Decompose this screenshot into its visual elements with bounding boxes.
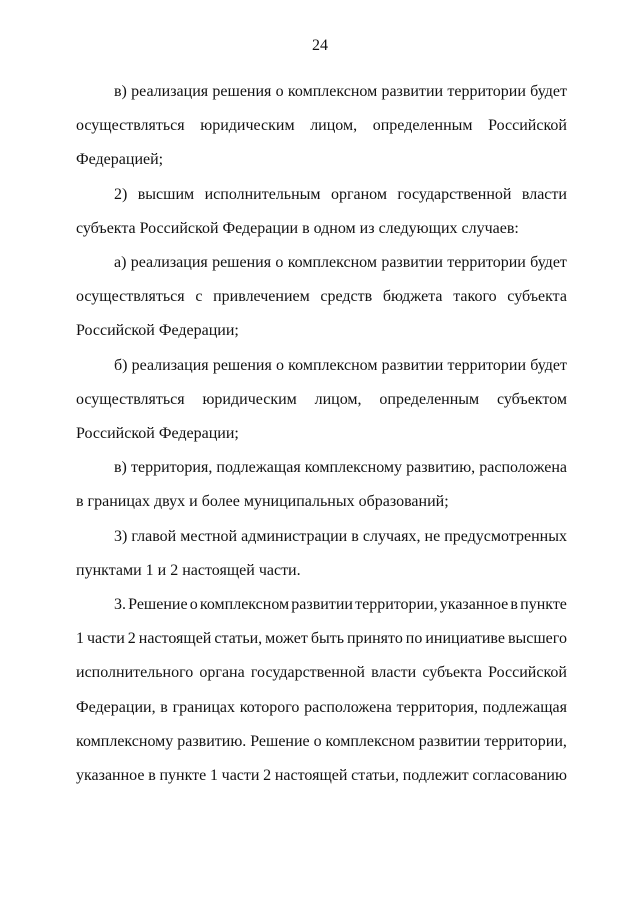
word: осуществляться <box>76 288 185 306</box>
text-line <box>76 725 567 759</box>
word: 1 <box>76 630 84 648</box>
word: власти <box>521 185 567 203</box>
word: пункте <box>520 596 567 614</box>
text-line <box>76 280 567 314</box>
text-line <box>76 383 567 417</box>
word: части <box>86 630 125 648</box>
word: главой <box>131 527 177 545</box>
word: территории, <box>484 732 567 750</box>
word: власти <box>371 664 417 682</box>
word: органом <box>330 185 387 203</box>
word: о <box>276 356 284 374</box>
text-line <box>76 75 567 109</box>
word: будет <box>530 254 567 272</box>
text-line: субъекта Российской Федерации в одном из следующих случаев: <box>76 219 519 237</box>
word: развитию, <box>406 459 476 477</box>
word: принято <box>346 630 403 648</box>
word: решения <box>212 83 272 100</box>
word: юридическим <box>200 117 295 135</box>
word: исполнительным <box>204 185 321 203</box>
word: реализация <box>130 254 208 272</box>
word: развитии <box>381 356 444 374</box>
text-line <box>76 520 567 554</box>
word: государственной <box>250 664 365 682</box>
paragraph-3-local-administration <box>76 520 567 588</box>
word: реализация <box>131 83 209 100</box>
text-line: в границах двух и более муниципальных образований; <box>76 493 449 511</box>
word: о <box>275 83 284 100</box>
word: по <box>405 630 423 648</box>
word: Российской <box>488 117 567 135</box>
word: комплексному <box>76 732 174 750</box>
word: территория, <box>396 698 478 716</box>
text-line: пунктами 1 и 2 настоящей части. <box>76 561 301 579</box>
word: местной <box>180 527 238 545</box>
word: развитию. <box>177 732 247 750</box>
word: Федерации, <box>76 698 156 716</box>
word: комплексном <box>199 596 290 614</box>
paragraph-part-3-decision <box>76 588 567 793</box>
word: статьи, <box>214 630 263 648</box>
word: развитии <box>381 83 444 100</box>
word: не <box>424 527 441 545</box>
word: органа <box>199 664 245 682</box>
word: 3. <box>114 596 126 614</box>
word: настоящей <box>138 630 212 648</box>
word: бюджета <box>382 288 443 306</box>
text-line: Российской Федерации; <box>76 425 239 443</box>
word: расположена <box>479 459 567 477</box>
text-line <box>76 759 567 793</box>
word: а) <box>114 254 127 272</box>
word: администрации <box>241 527 348 545</box>
word: подлежащая <box>482 698 567 716</box>
word: высшего <box>507 630 567 648</box>
text-line <box>76 349 567 383</box>
paragraph-2-subject-executive <box>76 178 567 246</box>
word: Решение <box>128 596 188 614</box>
word: государственной <box>397 185 512 203</box>
word: 1 <box>209 767 218 785</box>
word: с <box>195 288 203 306</box>
word: в <box>160 698 168 716</box>
word: осуществляться <box>76 117 185 135</box>
word: в <box>148 767 156 785</box>
word: предусмотренных <box>444 527 567 545</box>
page-number: 24 <box>312 37 328 54</box>
word: территории, <box>355 596 438 614</box>
word: о <box>189 596 198 614</box>
word: в) <box>114 83 127 100</box>
text-line <box>76 588 567 622</box>
text-line <box>76 109 567 143</box>
word: развитии <box>291 596 353 614</box>
word: будет <box>530 356 567 374</box>
word: о <box>313 732 322 750</box>
word: в <box>351 527 359 545</box>
word: инициативе <box>425 630 505 648</box>
word: решения <box>212 254 272 272</box>
word: статьи, <box>351 767 399 785</box>
word: подлежащая <box>216 459 301 477</box>
word: лицом, <box>310 117 358 135</box>
word: территории <box>447 356 527 374</box>
word: комплексном <box>288 356 378 374</box>
paragraph-a-budget <box>76 246 567 349</box>
word: определенным <box>372 117 473 135</box>
text-line <box>76 451 567 485</box>
word: Российской <box>488 664 567 682</box>
word: высшим <box>137 185 195 203</box>
word: осуществляться <box>76 390 185 408</box>
word: субъектом <box>497 390 567 408</box>
word: быть <box>310 630 344 648</box>
word: будет <box>530 83 567 100</box>
paragraph-v-municipalities <box>76 451 567 519</box>
text-line <box>76 691 567 725</box>
word: исполнительного <box>76 664 194 682</box>
word: указанное <box>76 767 145 785</box>
word: расположена <box>304 698 392 716</box>
word: средств <box>320 288 373 306</box>
paragraph-v-federation <box>76 75 567 178</box>
word: в) <box>114 459 127 477</box>
document-body <box>76 75 567 793</box>
word: территории <box>447 254 526 272</box>
word: территория, <box>130 459 213 477</box>
text-line <box>76 622 567 656</box>
word: в <box>510 596 518 614</box>
word: субъекта <box>507 288 567 306</box>
word: такого <box>453 288 497 306</box>
word: 2 <box>263 767 272 785</box>
word: комплексном <box>287 83 378 100</box>
word: случаях, <box>362 527 421 545</box>
word: части <box>221 767 260 785</box>
text-line: Федерацией; <box>76 151 164 169</box>
word: развитии <box>381 254 443 272</box>
word: 3) <box>114 527 128 545</box>
word: б) <box>114 356 128 374</box>
text-line <box>76 246 567 280</box>
word: 2 <box>127 630 136 648</box>
word: решения <box>212 356 272 374</box>
word: настоящей <box>274 767 348 785</box>
word: реализация <box>131 356 209 374</box>
text-line <box>76 178 567 212</box>
word: привлечением <box>213 288 310 306</box>
word: определенным <box>379 390 480 408</box>
word: границах <box>172 698 236 716</box>
text-line: Российской Федерации; <box>76 322 239 340</box>
word: 2) <box>114 185 128 203</box>
word: пункте <box>159 767 207 785</box>
word: лицом, <box>314 390 362 408</box>
word: комплексному <box>304 459 403 477</box>
word: территории <box>447 83 526 100</box>
word: о <box>275 254 284 272</box>
word: юридическим <box>202 390 297 408</box>
word: согласованию <box>472 767 567 785</box>
word: может <box>265 630 308 648</box>
text-line <box>76 656 567 690</box>
word: Решение <box>250 732 310 750</box>
paragraph-b-legal-entity <box>76 349 567 452</box>
word: указанное <box>439 596 509 614</box>
word: развитии <box>418 732 481 750</box>
word: подлежит <box>402 767 469 785</box>
word: субъекта <box>422 664 482 682</box>
word: комплексном <box>325 732 415 750</box>
word: которого <box>239 698 300 716</box>
word: комплексном <box>287 254 377 272</box>
